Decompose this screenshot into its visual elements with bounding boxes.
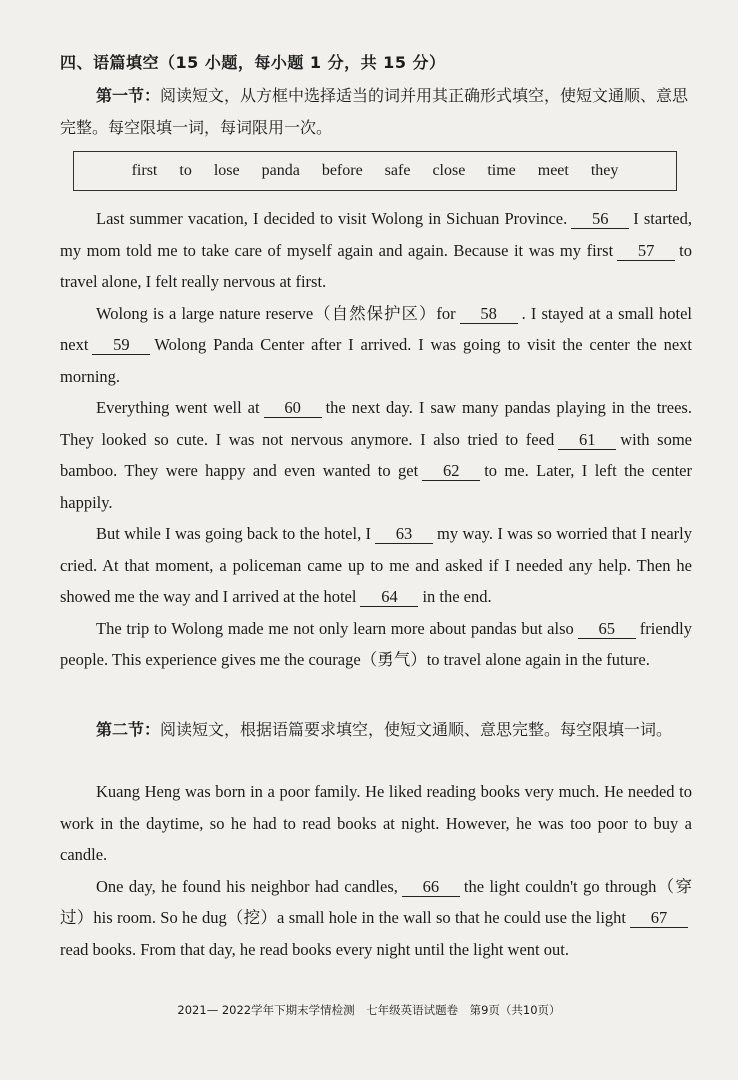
page-footer: 2021— 2022学年下期末学情检测 七年级英语试题卷 第9页（共10页） [177,1003,561,1017]
blank-58[interactable]: 58 [460,305,518,324]
blank-67[interactable]: 67 [630,909,688,928]
blank-60[interactable]: 60 [264,399,322,418]
blank-64[interactable]: 64 [360,588,418,607]
part2-head: 第二节： [96,720,161,739]
text-run: Wolong is a large nature reserve（自然保护区）for [96,303,456,323]
text-run: read books. From that day, he read books every night until the light went out. [60,939,569,959]
blank-57[interactable]: 57 [617,242,675,261]
word-box-item: to [179,162,192,179]
text-run: Last summer vacation, I decided to visit Wolong in Sichuan Province. [96,209,568,228]
word-box-item: time [487,162,516,179]
word-box-item: safe [384,162,411,179]
text-run: friendly people. This experience gives me the courage（勇气）to travel alone again in the future. [60,618,692,669]
word-box [73,151,677,191]
blank-62[interactable]: 62 [422,462,480,481]
text-run: with some bamboo. They were happy and even wanted to get [60,429,693,480]
paragraph [60,298,692,393]
text-run: my way. I was so worried that I nearly cried. At that moment, a policeman came up to me and asked if I needed any help. Then he showed me the way and I arrived at the hotel [60,524,692,606]
blank-59[interactable]: 59 [92,336,150,355]
word-box-item: close [432,162,466,179]
word-box-item: panda [261,162,300,179]
part1-instruction [60,80,692,144]
paragraph [60,871,692,966]
text-run: to travel alone, I felt really nervous at first. [60,240,692,291]
text-run: But while I was going back to the hotel, I [96,524,372,543]
word-box-item: lose [213,162,240,179]
word-box-item: they [590,162,619,179]
word-box-item: first [131,162,158,179]
part2-instruction [60,714,692,746]
text-run: Kuang Heng was born in a poor family. He liked reading books very much. He needed to work in the daytime, so he had to read books at night. However, he was too poor to buy a candle. [60,782,692,864]
text-run: the light couldn't go through（穿过）his room. So he dug（挖）a small hole in the wall so that he could use the light [60,876,692,927]
paragraph [60,776,692,871]
blank-56[interactable]: 56 [571,210,629,229]
passage-part1 [60,203,692,676]
text-run: One day, he found his neighbor had candles, [96,876,398,896]
paragraph [60,518,692,613]
word-box-item: before [321,162,363,179]
paragraph [60,392,692,518]
paragraph [60,613,692,676]
paragraph [60,203,692,298]
blank-65[interactable]: 65 [578,620,636,639]
text-run: the next day. I saw many pandas playing in the trees. They looked so cute. I was not nervous anymore. I also tried to feed [60,398,692,449]
text-run: The trip to Wolong made me not only learn more about pandas but also [96,618,574,638]
text-run: . I stayed at a small hotel next [60,303,692,354]
blank-63[interactable]: 63 [375,525,433,544]
word-box-item: meet [537,162,569,179]
text-run: Wolong Panda Center after I arrived. I was going to visit the center the next morning. [60,335,692,386]
text-run: to me. Later, I left the center happily. [60,461,692,512]
text-run: Everything went well at [96,398,260,417]
part2-instruction-text: 阅读短文，根据语篇要求填空，使短文通顺、意思完整。每空限填一词。 [160,720,673,739]
blank-66[interactable]: 66 [402,878,460,897]
part1-head: 第一节： [96,86,161,105]
passage-part2 [60,776,692,965]
text-run: in the end. [422,587,492,606]
blank-61[interactable]: 61 [558,431,616,450]
part1-instruction-text: 阅读短文，从方框中选择适当的词并用其正确形式填空，使短文通顺、意思完整。每空限填一词，每词限用一次。 [60,86,689,137]
text-run: I started, my mom told me to take care of myself again and again. Because it was my first [60,209,692,260]
section-title: 四、语篇填空（15 小题，每小题 1 分，共 15 分） [60,53,446,72]
